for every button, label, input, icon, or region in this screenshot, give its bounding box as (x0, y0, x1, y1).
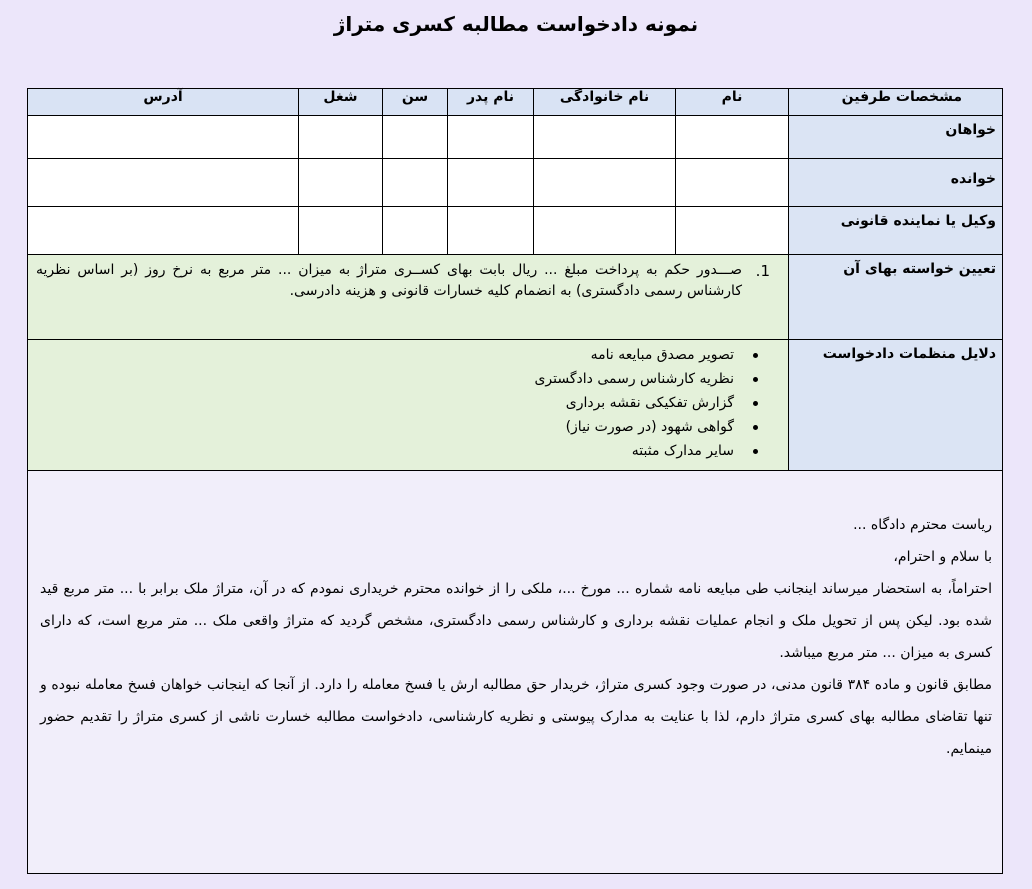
row-letter (28, 471, 1003, 874)
row-defendant (28, 159, 1003, 207)
defendant-father-name-cell[interactable] (448, 159, 534, 207)
lawyer-age-cell[interactable] (383, 207, 448, 255)
evidence-list (28, 343, 788, 463)
lawyer-address-cell[interactable] (28, 207, 299, 255)
letter-body (40, 509, 992, 765)
letter-salutation: ریاست محترم دادگاه ... (853, 517, 992, 533)
header-address: آدرس (28, 89, 299, 116)
letter-cell (28, 471, 1003, 874)
evidence-item: گزارش تفکیکی نقشه برداری (28, 391, 734, 415)
letter-paragraph-1: احتراماً، به استحضار میرساند اینجانب طی مبایعه نامه شماره ... مورخ ...، ملکی را از خوانده محترم خریداری نمودم که در آن، متراژ ملک برابر با ... متر مربع قید شده بود. لیکن پس از تحویل ملک و انجام عملیات نقشه برداری و کارشناس رسمی دادگستری، مشخص گردید که متراژ واقعی ملک ... متر مربع است، که دارای کسری به میزان ... متر مربع میباشد. (40, 581, 992, 661)
evidence-item: سایر مدارک مثبته (28, 439, 734, 463)
plaintiff-last-name-cell[interactable] (534, 116, 676, 159)
label-lawyer: وکیل یا نماینده قانونی (789, 207, 1003, 255)
evidence-item: تصویر مصدق مبایعه نامه (28, 343, 734, 367)
lawyer-last-name-cell[interactable] (534, 207, 676, 255)
label-evidence: دلایل منظمات دادخواست (789, 340, 1003, 471)
header-first-name: نام (676, 89, 789, 116)
evidence-item: نظریه کارشناس رسمی دادگستری (28, 367, 734, 391)
row-lawyer (28, 207, 1003, 255)
page-title: نمونه دادخواست مطالبه کسری متراژ (333, 12, 699, 36)
defendant-first-name-cell[interactable] (676, 159, 789, 207)
row-plaintiff (28, 116, 1003, 159)
petition-form-table (27, 88, 1003, 874)
plaintiff-occupation-cell[interactable] (299, 116, 383, 159)
header-parties: مشخصات طرفین (789, 89, 1003, 116)
plaintiff-address-cell[interactable] (28, 116, 299, 159)
request-number: 1. (755, 262, 770, 280)
lawyer-father-name-cell[interactable] (448, 207, 534, 255)
defendant-occupation-cell[interactable] (299, 159, 383, 207)
row-evidence (28, 340, 1003, 471)
label-defendant: خوانده (789, 159, 1003, 207)
plaintiff-first-name-cell[interactable] (676, 116, 789, 159)
label-plaintiff: خواهان (789, 116, 1003, 159)
header-occupation: شغل (299, 89, 383, 116)
header-row (28, 89, 1003, 116)
plaintiff-age-cell[interactable] (383, 116, 448, 159)
header-last-name: نام خانوادگی (534, 89, 676, 116)
plaintiff-father-name-cell[interactable] (448, 116, 534, 159)
label-request: تعیین خواسته بهای آن (789, 255, 1003, 340)
defendant-address-cell[interactable] (28, 159, 299, 207)
request-text: صـــدور حکم به پرداخت مبلغ ... ریال بابت بهای کســری متراژ به میزان ... متر مربع به نرخ روز (بر اساس نظریه کارشناس رسمی دادگستری) به انضمام کلیه خسارات قانونی و هزینه دادرسی. (36, 262, 742, 299)
header-age: سن (383, 89, 448, 116)
row-request (28, 255, 1003, 340)
defendant-age-cell[interactable] (383, 159, 448, 207)
lawyer-first-name-cell[interactable] (676, 207, 789, 255)
letter-paragraph-2: مطابق قانون و ماده ۳۸۴ قانون مدنی، در صورت وجود کسری متراژ، خریدار حق مطالبه ارش یا فسخ معامله را دارد. از آنجا که اینجانب خواهان فسخ معامله نبوده و تنها تقاضای مطالبه بهای کسری متراژ دارم، لذا با عنایت به مدارک پیوستی و نظریه کارشناسی، دادخواست مطالبه خسارت ناشی از کسری متراژ را تقدیم حضور مینمایم. (40, 677, 992, 757)
request-cell (28, 255, 789, 340)
evidence-cell (28, 340, 789, 471)
defendant-last-name-cell[interactable] (534, 159, 676, 207)
letter-greeting: با سلام و احترام، (893, 549, 992, 565)
lawyer-occupation-cell[interactable] (299, 207, 383, 255)
evidence-item: گواهی شهود (در صورت نیاز) (28, 415, 734, 439)
header-father-name: نام پدر (448, 89, 534, 116)
